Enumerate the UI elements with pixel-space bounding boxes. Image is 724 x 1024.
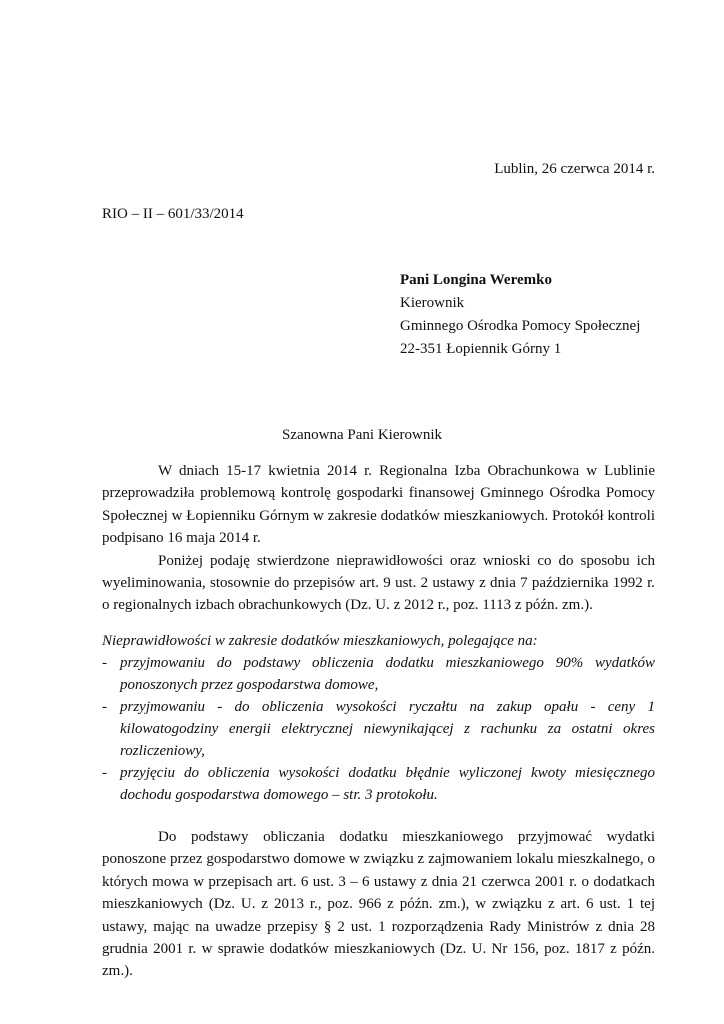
paragraph-findings-intro: Poniżej podaję stwierdzone nieprawidłowości oraz wnioski co do sposobu ich wyeliminowania, stosownie do przepisów art. 9 ust. 2 ustawy z dnia 7 października 1992 r. o regionalnych izbach obrachunkowych (Dz. U. z 2012 r., poz. 1113 z późn. zm.).	[102, 552, 655, 614]
addressee-block	[400, 269, 640, 361]
finding-text: przyjmowaniu - do obliczenia wysokości ryczałtu na zakup opału - ceny 1 kilowatogodziny energii elektrycznej niewynikającej z rachunku za ostatni okres rozliczeniowy,	[120, 699, 655, 759]
paragraph-recommendation: Do podstawy obliczania dodatku mieszkaniowego przyjmować wydatki ponoszone przez gospodarstwo domowe w związku z zajmowaniem lokalu mieszkalnego, o których mowa w przepisach art. 6 ust. 3 – 6 ustawy z dnia 21 czerwca 2001 r. o dodatkach mieszkaniowych (Dz. U. z 2013 r., poz. 966 z późn. zm.), w związku z art. 6 ust. 1 tej ustawy, mając na uwadze przepisy § 2 ust. 1 rozporządzenia Rady Ministrów z dnia 28 grudnia 2001 r. w sprawie dodatków mieszkaniowych (Dz. U. Nr 156, poz. 1817 z późn. zm.).	[102, 829, 655, 980]
letter-date: Lublin, 26 czerwca 2014 r.	[494, 161, 655, 177]
dash-bullet: -	[102, 655, 107, 671]
recommendation-block	[102, 826, 655, 983]
finding-text: przyjmowaniu do podstawy obliczenia dodatku mieszkaniowego 90% wydatków ponoszonych przez gospodarstwa domowe,	[120, 655, 655, 693]
dash-bullet: -	[102, 699, 107, 715]
salutation: Szanowna Pani Kierownik	[282, 427, 442, 443]
reference-number: RIO – II – 601/33/2014	[102, 206, 244, 222]
finding-item	[102, 762, 655, 806]
addressee-address: 22-351 Łopiennik Górny 1	[400, 341, 562, 357]
findings-section	[102, 630, 655, 806]
addressee-organization: Gminnego Ośrodka Pomocy Społecznej	[400, 318, 641, 334]
finding-text: przyjęciu do obliczenia wysokości dodatku błędnie wyliczonej kwoty miesięcznego dochodu gospodarstwa domowego – str. 3 protokołu.	[120, 765, 655, 803]
addressee-title: Kierownik	[400, 295, 465, 311]
findings-list	[102, 652, 655, 806]
intro-paragraphs	[102, 460, 655, 617]
findings-heading: Nieprawidłowości w zakresie dodatków mieszkaniowych, polegające na:	[102, 633, 538, 649]
finding-item	[102, 696, 655, 762]
paragraph-inspection: W dniach 15-17 kwietnia 2014 r. Regionalna Izba Obrachunkowa w Lublinie przeprowadziła problemową kontrolę gospodarki finansowej Gminnego Ośrodka Pomocy Społecznej w Łopienniku Górnym w zakresie dodatków mieszkaniowych. Protokół kontroli podpisano 16 maja 2014 r.	[102, 463, 655, 547]
finding-item	[102, 652, 655, 696]
dash-bullet: -	[102, 765, 107, 781]
addressee-name: Pani Longina Weremko	[400, 272, 552, 288]
